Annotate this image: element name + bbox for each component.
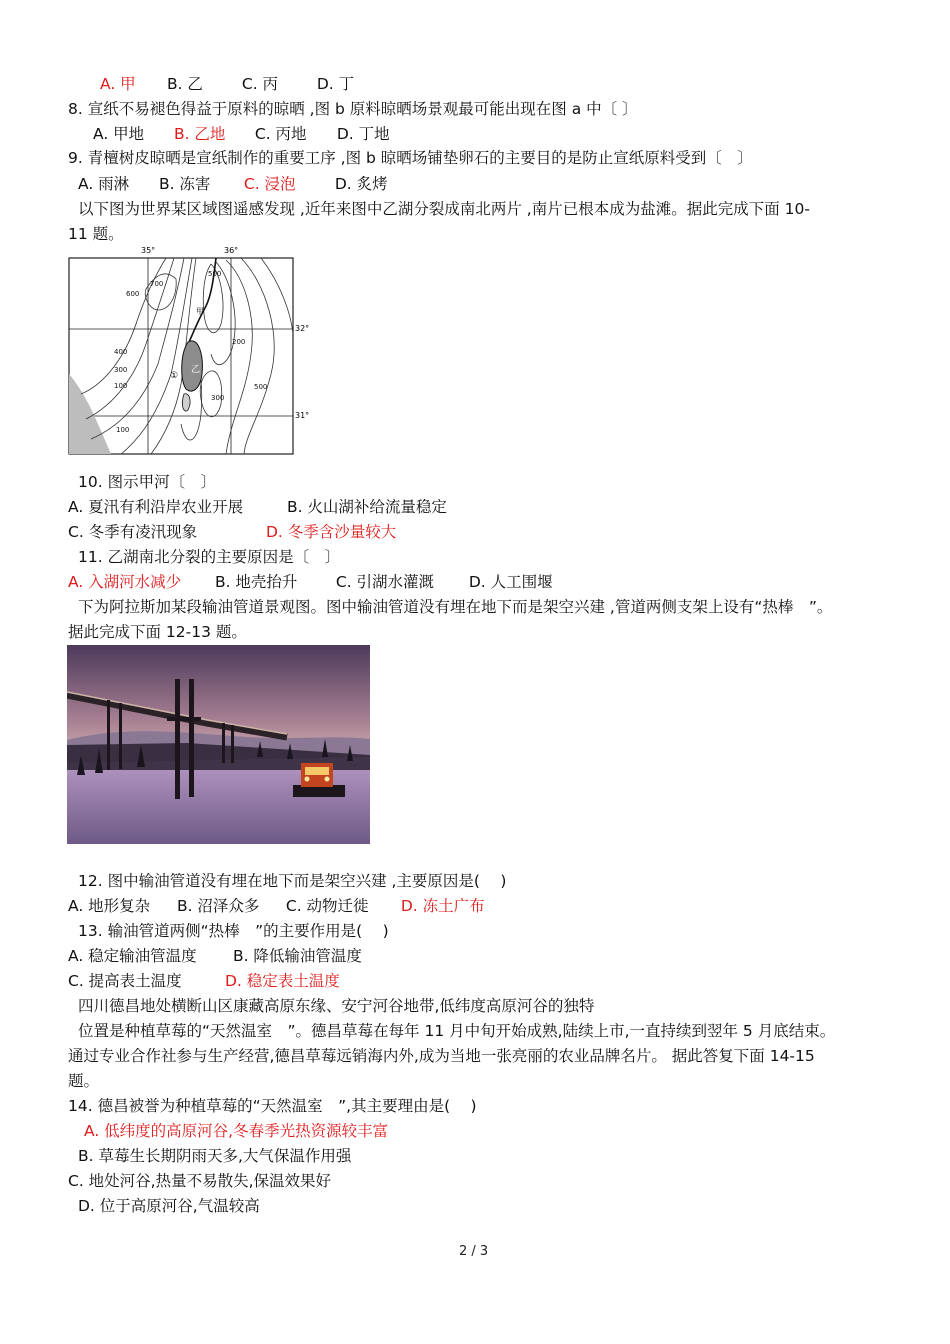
q10-option-b: B. 火山湖补给流量稳定 bbox=[286, 498, 447, 516]
page-number: 2 / 3 bbox=[459, 1244, 489, 1259]
q7-option-d: D. 丁 bbox=[316, 75, 355, 93]
q13-row2 bbox=[68, 971, 340, 991]
intro-14-line2: 位置是种植草莓的“天然温室 ”。德昌草莓在每年 11 月中旬开始成熟,陆续上市,一直持续到翌年 5 月底结束。 bbox=[78, 1022, 836, 1040]
river-label: 甲 bbox=[196, 307, 204, 316]
intro-14-line3: 通过专业合作社参与生产经营,德昌草莓远销海内外,成为当地一张亮丽的农业品牌名片。 据此答复下面 14-15 bbox=[68, 1047, 815, 1065]
intro-10-line2: 11 题。 bbox=[68, 225, 124, 243]
q12-options bbox=[68, 896, 485, 916]
q8-option-b: B. 乙地 bbox=[173, 125, 226, 143]
q8-stem: 8. 宣纸不易褪色得益于原料的晾晒 ,图 b 原料晾晒场景观最可能出现在图 a 中〔 〕 bbox=[68, 100, 638, 118]
q7-option-b: B. 乙 bbox=[166, 75, 203, 93]
q8-options bbox=[93, 124, 390, 144]
contour-map bbox=[66, 244, 316, 456]
svg-text:100: 100 bbox=[114, 382, 128, 390]
lon-label-36: 36° bbox=[224, 246, 239, 255]
q10-option-d: D. 冬季含沙量较大 bbox=[265, 523, 397, 541]
marker-1: ① bbox=[170, 371, 179, 381]
q9-option-c: C. 浸泡 bbox=[243, 175, 296, 193]
q12-option-b: B. 沼泽众多 bbox=[176, 897, 260, 915]
svg-text:300: 300 bbox=[114, 366, 128, 374]
q7-options bbox=[100, 74, 354, 94]
q14-option-c: C. 地处河谷,热量不易散失,保温效果好 bbox=[68, 1172, 332, 1190]
q11-options bbox=[68, 572, 553, 592]
q8-option-a: A. 甲地 bbox=[93, 125, 145, 143]
q14-option-d: D. 位于高原河谷,气温较高 bbox=[78, 1197, 260, 1215]
q13-option-b: B. 降低输油管温度 bbox=[232, 947, 362, 965]
q7-option-c: C. 丙 bbox=[241, 75, 279, 93]
q12-option-a: A. 地形复杂 bbox=[68, 897, 151, 915]
q9-option-a: A. 雨淋 bbox=[78, 175, 130, 193]
svg-text:100: 100 bbox=[116, 426, 130, 434]
lon-label-35: 35° bbox=[141, 246, 156, 255]
q9-option-b: B. 冻害 bbox=[158, 175, 211, 193]
svg-text:400: 400 bbox=[114, 348, 128, 356]
q13-row1 bbox=[68, 946, 362, 966]
q11-option-c: C. 引湖水灌溉 bbox=[335, 573, 435, 591]
q11-option-d: D. 人工围堰 bbox=[468, 573, 553, 591]
q13-option-c: C. 提高表土温度 bbox=[68, 972, 182, 990]
q8-option-d: D. 丁地 bbox=[336, 125, 390, 143]
q9-option-d: D. 炙烤 bbox=[334, 175, 388, 193]
q14-option-b: B. 草莓生长期阴雨天多,大气保温作用强 bbox=[78, 1147, 352, 1165]
intro-14-line1: 四川德昌地处横断山区康藏高原东缘、安宁河谷地带,低纬度高原河谷的独特 bbox=[78, 997, 595, 1015]
svg-text:500: 500 bbox=[254, 383, 268, 391]
q10-option-a: A. 夏汛有利沿岸农业开展 bbox=[68, 498, 244, 516]
q12-option-d: D. 冻土广布 bbox=[400, 897, 485, 915]
svg-text:300: 300 bbox=[211, 394, 225, 402]
intro-12-line2: 据此完成下面 12-13 题。 bbox=[68, 623, 247, 641]
lake-yi-south bbox=[182, 394, 190, 411]
q11-option-a: A. 入湖河水减少 bbox=[68, 573, 182, 591]
q14-option-a: A. 低纬度的高原河谷,冬春季光热资源较丰富 bbox=[84, 1122, 389, 1140]
q7-option-a: A. 甲 bbox=[100, 75, 136, 93]
lat-label-32: 32° bbox=[295, 324, 310, 333]
svg-text:500: 500 bbox=[208, 270, 222, 278]
q8-option-c: C. 丙地 bbox=[254, 125, 307, 143]
q11-option-b: B. 地壳抬升 bbox=[214, 573, 298, 591]
svg-text:600: 600 bbox=[126, 290, 140, 298]
q13-stem: 13. 输油管道两侧“热棒 ”的主要作用是( ) bbox=[78, 922, 389, 940]
pipeline-photo bbox=[67, 645, 370, 844]
svg-text:700: 700 bbox=[150, 280, 164, 288]
q10-row2 bbox=[68, 522, 396, 542]
lat-label-31: 31° bbox=[295, 411, 310, 420]
svg-text:200: 200 bbox=[232, 338, 246, 346]
q12-option-c: C. 动物迁徙 bbox=[285, 897, 369, 915]
q13-option-a: A. 稳定输油管温度 bbox=[68, 947, 197, 965]
intro-12-line1: 下为阿拉斯加某段输油管道景观图。图中输油管道没有埋在地下而是架空兴建 ,管道两侧支架上设有“热棒 ”。 bbox=[78, 598, 833, 616]
q12-stem: 12. 图中输油管道没有埋在地下而是架空兴建 ,主要原因是( ) bbox=[78, 872, 507, 890]
q11-stem: 11. 乙湖南北分裂的主要原因是〔 〕 bbox=[78, 548, 341, 566]
q10-option-c: C. 冬季有凌汛现象 bbox=[68, 523, 198, 541]
intro-10-line1: 以下图为世界某区域图遥感发现 ,近年来图中乙湖分裂成南北两片 ,南片已根本成为盐滩。据此完成下面 10- bbox=[78, 200, 810, 218]
q10-stem: 10. 图示甲河〔 〕 bbox=[78, 473, 217, 491]
intro-14-line4: 题。 bbox=[68, 1072, 100, 1090]
q10-row1 bbox=[68, 497, 447, 517]
q9-options bbox=[78, 174, 388, 194]
q9-stem: 9. 青檀树皮晾晒是宣纸制作的重要工序 ,图 b 晾晒场铺垫卵石的主要目的是防止宣纸原料受到〔 〕 bbox=[68, 149, 753, 167]
lake-label: 乙 bbox=[191, 365, 201, 375]
q14-stem: 14. 德昌被誉为种植草莓的“天然温室 ”,其主要理由是( ) bbox=[68, 1097, 477, 1115]
q13-option-d: D. 稳定表土温度 bbox=[224, 972, 340, 990]
